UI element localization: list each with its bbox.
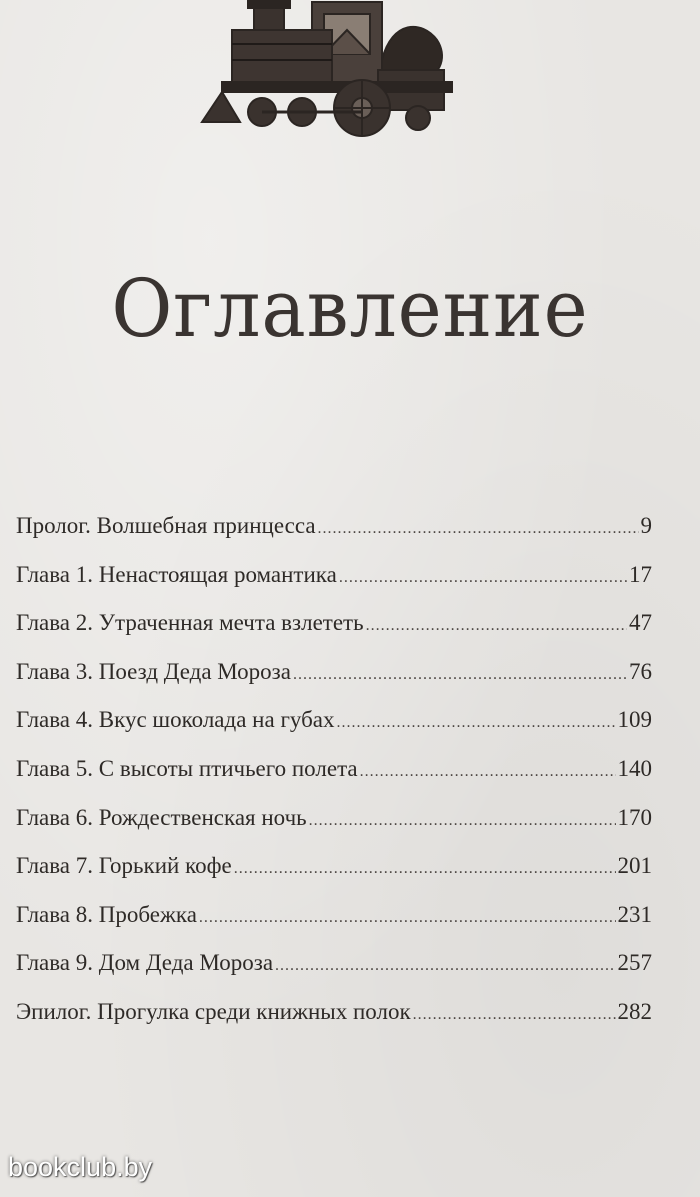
toc-entry (16, 794, 652, 843)
page-title: Оглавление (111, 262, 589, 355)
toc-entry-page-number: 76 (629, 658, 652, 684)
toc-entry (16, 551, 652, 600)
dot-leader (234, 845, 616, 894)
dot-leader (413, 991, 616, 1040)
toc-entry (16, 939, 652, 988)
toc-entry-page-number: 231 (617, 901, 652, 927)
dot-leader (360, 748, 616, 797)
toc-entry-title: Пролог. Волшебная принцесса (16, 513, 316, 538)
dot-leader (309, 797, 616, 846)
dot-leader (199, 894, 616, 943)
toc-entry-title: Эпилог. Прогулка среди книжных полок (16, 998, 411, 1024)
toc-entry-title: Глава 1. Ненастоящая романтика (16, 561, 337, 587)
toc-entry (16, 842, 652, 891)
dot-leader (339, 554, 627, 603)
toc-entry-title: Глава 8. Пробежка (16, 901, 197, 927)
toc-entry-page-number: 9 (640, 513, 652, 538)
toc-entry (16, 988, 652, 1037)
toc-entry (16, 648, 652, 697)
toc-entry-title: Глава 3. Поезд Деда Мороза (16, 658, 291, 684)
toc-entry-page-number: 109 (617, 707, 652, 733)
toc-entry-page-number: 257 (617, 950, 652, 976)
toc-entry-page-number: 282 (617, 998, 652, 1024)
table-of-contents (16, 502, 652, 1037)
toc-entry-title: Глава 9. Дом Деда Мороза (16, 950, 274, 976)
locomotive-illustration (192, 0, 468, 148)
toc-entry (16, 696, 652, 745)
watermark: bookclub.by (8, 1152, 153, 1182)
dot-leader (366, 602, 627, 651)
toc-entry-title: Глава 2. Утраченная мечта взлететь (16, 610, 364, 636)
toc-entry-title: Глава 4. Вкус шоколада на губах (16, 707, 335, 733)
toc-entry (16, 891, 652, 940)
toc-entry-page-number: 17 (629, 561, 652, 587)
dot-leader (318, 505, 639, 554)
toc-entry-title: Глава 7. Горький кофе (16, 853, 232, 879)
dot-leader (275, 942, 615, 991)
toc-entry (16, 502, 652, 551)
dot-leader (293, 651, 627, 700)
toc-entry-title: Глава 5. С высоты птичьего полета (16, 755, 358, 781)
toc-entry-page-number: 201 (617, 853, 652, 879)
toc-entry-title: Глава 6. Рождественская ночь (16, 804, 307, 830)
dot-leader (337, 699, 616, 748)
toc-entry (16, 745, 652, 794)
toc-entry-page-number: 170 (617, 804, 652, 830)
toc-entry (16, 599, 652, 648)
toc-entry-page-number: 47 (629, 610, 652, 636)
toc-entry-page-number: 140 (617, 755, 652, 781)
